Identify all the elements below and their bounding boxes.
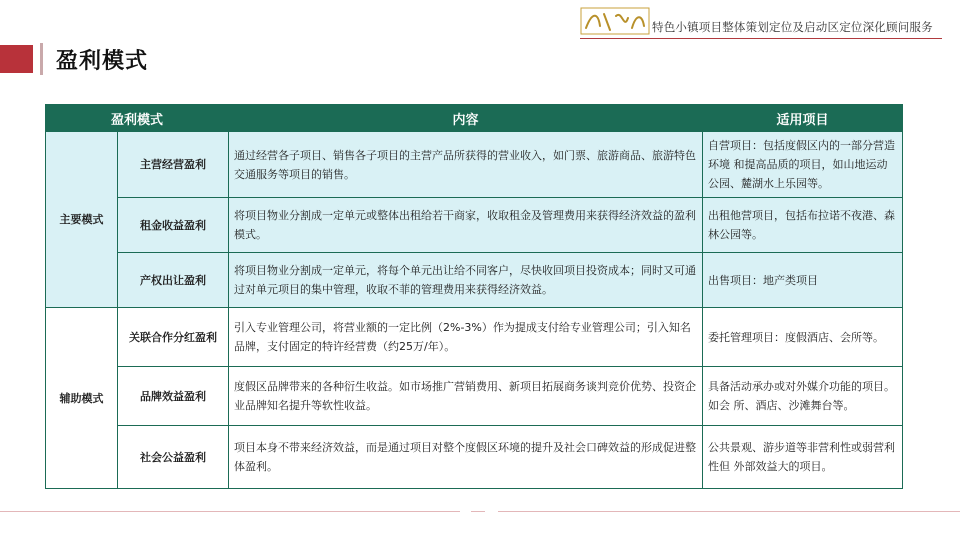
table-row bbox=[46, 367, 903, 426]
group-label-primary: 主要模式 bbox=[46, 132, 118, 308]
mode-content: 度假区品牌带来的各种衍生收益。如市场推广营销费用、新项目拓展商务谈判竞价优势、投资企业品牌知名提升等软性收益。 bbox=[229, 367, 703, 426]
mode-name: 产权出让盈利 bbox=[118, 253, 229, 308]
mode-name: 关联合作分红盈利 bbox=[118, 308, 229, 367]
header-subtitle: 特色小镇项目整体策划定位及启动区定位深化顾问服务 bbox=[652, 20, 933, 34]
group-label-auxiliary: 辅助模式 bbox=[46, 308, 118, 489]
header-mode: 盈利模式 bbox=[46, 105, 229, 132]
mode-content: 引入专业管理公司，将营业额的一定比例（2%-3%）作为提成支付给专业管理公司；引入知名品牌，支付固定的特许经营费（约25万/年）。 bbox=[229, 308, 703, 367]
page-title: 盈利模式 bbox=[56, 49, 149, 74]
mode-applicable: 出售项目：地产类项目 bbox=[703, 253, 903, 308]
header-applicable: 适用项目 bbox=[703, 105, 903, 132]
mode-name: 租金收益盈利 bbox=[118, 198, 229, 253]
footer-line-right bbox=[498, 511, 960, 512]
title-separator bbox=[40, 43, 43, 75]
footer-line-mid bbox=[471, 511, 485, 512]
mode-applicable: 公共景观、游步道等非营利性或弱营利性但 外部效益大的项目。 bbox=[703, 426, 903, 489]
mode-content: 将项目物业分割成一定单元或整体出租给若干商家，收取租金及管理费用来获得经济效益的盈利模式。 bbox=[229, 198, 703, 253]
mode-name: 主营经营盈利 bbox=[118, 132, 229, 198]
table-row bbox=[46, 253, 903, 308]
mode-name: 社会公益盈利 bbox=[118, 426, 229, 489]
footer-line-left bbox=[0, 511, 460, 512]
mode-applicable: 自营项目：包括度假区内的一部分营造环境 和提高品质的项目，如山地运动公园、麓湖水上乐园等。 bbox=[703, 132, 903, 198]
profit-model-table bbox=[45, 104, 903, 489]
title-accent-bar bbox=[0, 45, 33, 73]
header-content: 内容 bbox=[229, 105, 703, 132]
table-row bbox=[46, 198, 903, 253]
table-row bbox=[46, 132, 903, 198]
table-header-row bbox=[46, 105, 903, 132]
company-logo bbox=[580, 6, 650, 36]
mode-content: 将项目物业分割成一定单元，将每个单元出让给不同客户，尽快收回项目投资成本；同时又可通过对单元项目的集中管理，收取不菲的管理费用来获得经济效益。 bbox=[229, 253, 703, 308]
mode-applicable: 委托管理项目：度假酒店、会所等。 bbox=[703, 308, 903, 367]
mode-applicable: 具备活动承办或对外媒介功能的项目。如会 所、酒店、沙滩舞台等。 bbox=[703, 367, 903, 426]
table-row bbox=[46, 426, 903, 489]
header-divider bbox=[580, 38, 942, 39]
mode-applicable: 出租他营项目，包括布拉诺不夜港、森林公园等。 bbox=[703, 198, 903, 253]
mode-content: 项目本身不带来经济效益，而是通过项目对整个度假区环境的提升及社会口碑效益的形成促进整体盈利。 bbox=[229, 426, 703, 489]
mode-name: 品牌效益盈利 bbox=[118, 367, 229, 426]
table-row bbox=[46, 308, 903, 367]
mode-content: 通过经营各子项目、销售各子项目的主营产品所获得的营业收入，如门票、旅游商品、旅游特色交通服务等项目的销售。 bbox=[229, 132, 703, 198]
